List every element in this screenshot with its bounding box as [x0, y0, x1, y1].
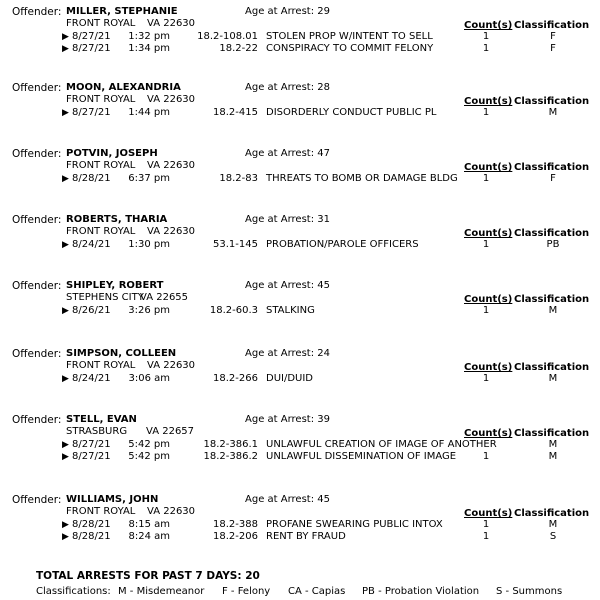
offender-label: Offender: [12, 214, 62, 226]
offender-label: Offender: [12, 494, 62, 506]
charge-description: STALKING [266, 305, 315, 316]
offender-name: MILLER, STEPHANIE [66, 6, 178, 17]
charge-classification: M [548, 373, 558, 384]
offender-state-zip: VA 22630 [147, 226, 196, 237]
charge-time: 1:32 pm [128, 31, 170, 42]
classification-header: Classification [514, 162, 590, 173]
charge-date: 8/27/21 [72, 451, 111, 462]
age-value: 39 [317, 414, 330, 425]
charge-date: 8/24/21 [72, 239, 111, 250]
charge-code: 18.2-386.1 [203, 439, 258, 450]
charge-description: THREATS TO BOMB OR DAMAGE BLDG [266, 173, 458, 184]
charge-description: PROBATION/PAROLE OFFICERS [266, 239, 419, 250]
charge-date: 8/28/21 [72, 173, 111, 184]
charge-code: 18.2-415 [213, 107, 258, 118]
charge-description: PROFANE SWEARING PUBLIC INTOX [266, 519, 443, 530]
charge-date: 8/27/21 [72, 107, 111, 118]
age-value: 47 [317, 148, 330, 159]
charge-description: UNLAWFUL CREATION OF IMAGE OF ANOTHER [266, 439, 497, 450]
charge-count: 1 [482, 531, 490, 542]
charge-code: 18.2-386.2 [203, 451, 258, 462]
charge-time: 3:06 am [128, 373, 170, 384]
charge-description: DUI/DUID [266, 373, 314, 384]
offender-label: Offender: [12, 280, 62, 292]
arrow-icon: ▶ [62, 532, 69, 542]
legend-item: PB - Probation Violation [362, 586, 480, 597]
charge-count: 1 [482, 519, 490, 530]
charge-classification: M [548, 305, 558, 316]
charge-date: 8/28/21 [72, 531, 111, 542]
offender-state-zip: VA 22630 [147, 18, 196, 29]
age-at-arrest [245, 348, 330, 360]
charge-description: UNLAWFUL DISSEMINATION OF IMAGE [266, 451, 457, 462]
offender-state-zip: VA 22630 [147, 160, 196, 171]
offender-city: STRASBURG [66, 426, 128, 437]
offender-city: FRONT ROYAL [66, 360, 136, 371]
offender-name: POTVIN, JOSEPH [66, 148, 158, 159]
offender-name: MOON, ALEXANDRIA [66, 82, 181, 93]
charge-code: 18.2-83 [219, 173, 258, 184]
age-value: 31 [317, 214, 330, 225]
total-label: TOTAL ARRESTS FOR PAST 7 DAYS: [36, 570, 242, 582]
charge-time: 1:30 pm [128, 239, 170, 250]
classification-header: Classification [514, 428, 590, 439]
charge-date: 8/26/21 [72, 305, 111, 316]
offender-name: SHIPLEY, ROBERT [66, 280, 164, 291]
charge-count: 1 [482, 173, 490, 184]
offender-state-zip: VA 22657 [146, 426, 195, 437]
offender-state-zip: VA 22630 [147, 94, 196, 105]
age-at-arrest [245, 280, 330, 292]
age-at-arrest [245, 6, 330, 18]
age-label: Age at Arrest: [245, 414, 315, 425]
charge-description: DISORDERLY CONDUCT PUBLIC PL [266, 107, 437, 118]
charge-time: 1:34 pm [128, 43, 170, 54]
age-label: Age at Arrest: [245, 82, 315, 93]
legend-item: F - Felony [222, 586, 271, 597]
charge-classification: M [548, 439, 558, 450]
charge-classification: S [549, 531, 557, 542]
charge-count: 1 [482, 239, 490, 250]
charge-classification: F [550, 31, 556, 42]
total-value: 20 [245, 570, 260, 582]
classification-header: Classification [514, 362, 590, 373]
charge-time: 5:42 pm [128, 451, 170, 462]
age-at-arrest [245, 82, 330, 94]
offender-city: STEPHENS CITY [66, 292, 144, 303]
arrow-icon: ▶ [62, 240, 69, 250]
age-at-arrest [245, 414, 330, 426]
legend-item: S - Summons [496, 586, 563, 597]
age-at-arrest [245, 494, 330, 506]
arrow-icon: ▶ [62, 174, 69, 184]
age-value: 45 [317, 280, 330, 291]
arrow-icon: ▶ [62, 520, 69, 530]
arrow-icon: ▶ [62, 374, 69, 384]
charge-code: 18.2-60.3 [209, 305, 258, 316]
age-label: Age at Arrest: [245, 6, 315, 17]
charge-count: 1 [482, 107, 490, 118]
charge-code: 18.2-108.01 [197, 31, 258, 42]
offender-city: FRONT ROYAL [66, 94, 136, 105]
arrow-icon: ▶ [62, 306, 69, 316]
charge-description: CONSPIRACY TO COMMIT FELONY [266, 43, 434, 54]
charge-code: 18.2-388 [213, 519, 258, 530]
charge-description: RENT BY FRAUD [266, 531, 346, 542]
offender-city: FRONT ROYAL [66, 18, 136, 29]
charge-classification: F [550, 43, 556, 54]
charge-date: 8/28/21 [72, 519, 111, 530]
charge-code: 53.1-145 [213, 239, 258, 250]
age-label: Age at Arrest: [245, 148, 315, 159]
offender-label: Offender: [12, 414, 62, 426]
legend-item: CA - Capias [288, 586, 346, 597]
age-value: 28 [317, 82, 330, 93]
charge-code: 18.2-266 [213, 373, 258, 384]
charge-time: 5:42 pm [128, 439, 170, 450]
offender-state-zip: VA 22630 [147, 506, 196, 517]
charge-count: 1 [482, 305, 490, 316]
classification-header: Classification [514, 508, 590, 519]
count-header: Count(s) [464, 428, 513, 439]
charge-time: 8:15 am [128, 519, 170, 530]
age-label: Age at Arrest: [245, 214, 315, 225]
offender-label: Offender: [12, 348, 62, 360]
offender-name: SIMPSON, COLLEEN [66, 348, 177, 359]
classification-header: Classification [514, 96, 590, 107]
charge-count: 1 [482, 31, 490, 42]
count-header: Count(s) [464, 362, 513, 373]
age-value: 24 [317, 348, 330, 359]
offender-state-zip: VA 22630 [147, 360, 196, 371]
legend-item: M - Misdemeanor [118, 586, 205, 597]
offender-name: WILLIAMS, JOHN [66, 494, 159, 505]
arrow-icon: ▶ [62, 44, 69, 54]
age-value: 29 [317, 6, 330, 17]
charge-count: 1 [482, 451, 490, 462]
charge-time: 8:24 am [128, 531, 170, 542]
charge-code: 18.2-22 [219, 43, 258, 54]
legend-label: Classifications: [36, 586, 111, 597]
count-header: Count(s) [464, 162, 513, 173]
age-at-arrest [245, 148, 330, 160]
count-header: Count(s) [464, 20, 513, 31]
charge-classification: PB [546, 239, 560, 250]
offender-label: Offender: [12, 6, 62, 18]
classification-header: Classification [514, 294, 590, 305]
count-header: Count(s) [464, 228, 513, 239]
age-at-arrest [245, 214, 330, 226]
charge-date: 8/27/21 [72, 31, 111, 42]
age-label: Age at Arrest: [245, 348, 315, 359]
offender-name: STELL, EVAN [66, 414, 137, 425]
offender-label: Offender: [12, 148, 62, 160]
charge-classification: M [548, 519, 558, 530]
charge-code: 18.2-206 [213, 531, 258, 542]
total-arrests [36, 570, 260, 582]
classification-header: Classification [514, 20, 590, 31]
arrow-icon: ▶ [62, 32, 69, 42]
offender-city: FRONT ROYAL [66, 506, 136, 517]
charge-time: 1:44 pm [128, 107, 170, 118]
arrow-icon: ▶ [62, 452, 69, 462]
arrow-icon: ▶ [62, 108, 69, 118]
offender-label: Offender: [12, 82, 62, 94]
charge-time: 3:26 pm [128, 305, 170, 316]
charge-date: 8/24/21 [72, 373, 111, 384]
offender-name: ROBERTS, THARIA [66, 214, 168, 225]
classification-header: Classification [514, 228, 590, 239]
charge-date: 8/27/21 [72, 439, 111, 450]
offender-city: FRONT ROYAL [66, 226, 136, 237]
count-header: Count(s) [464, 96, 513, 107]
charge-classification: M [548, 451, 558, 462]
count-header: Count(s) [464, 508, 513, 519]
charge-description: STOLEN PROP W/INTENT TO SELL [266, 31, 433, 42]
charge-classification: M [548, 107, 558, 118]
age-label: Age at Arrest: [245, 494, 315, 505]
charge-count: 1 [482, 43, 490, 54]
arrow-icon: ▶ [62, 440, 69, 450]
charge-count: 1 [482, 373, 490, 384]
charge-classification: F [550, 173, 556, 184]
charge-time: 6:37 pm [128, 173, 170, 184]
offender-city: FRONT ROYAL [66, 160, 136, 171]
age-label: Age at Arrest: [245, 280, 315, 291]
charge-date: 8/27/21 [72, 43, 111, 54]
count-header: Count(s) [464, 294, 513, 305]
age-value: 45 [317, 494, 330, 505]
offender-state-zip: VA 22655 [140, 292, 189, 303]
